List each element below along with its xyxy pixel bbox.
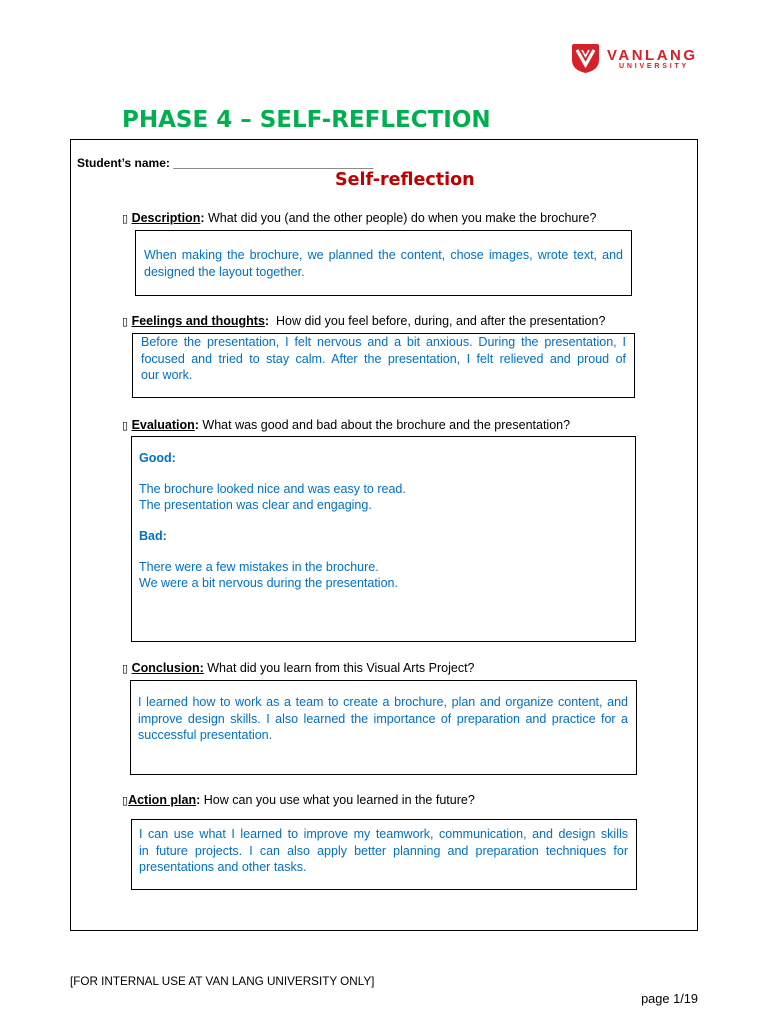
blank-line [139, 467, 628, 483]
answer-line: The brochure looked nice and was easy to read. [139, 482, 406, 497]
answer-line: Before the presentation, I felt nervous and a bit anxious. During the presentation, I [141, 335, 626, 349]
question-text: What did you learn from this Visual Arts Project? [203, 661, 475, 675]
answer-line: our work. [141, 368, 193, 382]
evaluation-question [122, 417, 570, 434]
answer-line: I learned how to work as a team to create a brochure, plan and organize content, and [138, 695, 628, 709]
feelings-answer-box [132, 333, 635, 398]
answer-line: designed the layout together. [144, 264, 305, 279]
answer-line: in future projects. I can also apply better planning and preparation techniques for [139, 843, 628, 858]
good-label: Good: [139, 451, 176, 465]
answer-line: successful presentation. [138, 728, 273, 742]
question-colon: : [200, 211, 205, 225]
bullet-icon: ▯ [122, 419, 132, 432]
answer-line: I can use what I learned to improve my teamwork, communication, and design skills [139, 827, 628, 841]
blank-line [139, 513, 628, 529]
question-text: What was good and bad about the brochure and the presentation? [198, 418, 571, 432]
bullet-icon: ▯ [122, 212, 132, 225]
answer-line: There were a few mistakes in the brochure. [139, 560, 379, 575]
answer-line: The presentation was clear and engaging. [139, 497, 372, 512]
blank-line [139, 545, 628, 561]
question-label: Description [131, 211, 201, 225]
answer-line: When making the brochure, we planned the content, chose images, wrote text, and [144, 248, 623, 262]
answer-line: presentations and other tasks. [139, 860, 307, 874]
bullet-icon: ▯ [122, 662, 132, 675]
question-colon: : [264, 314, 270, 328]
action-plan-question [122, 792, 475, 809]
question-label: Feelings and thoughts [131, 314, 265, 328]
evaluation-answer-box [131, 436, 636, 642]
conclusion-question [122, 660, 475, 677]
logo-subtitle: UNIVERSITY [619, 63, 690, 70]
question-text: What did you (and the other people) do when you make the brochure? [204, 211, 597, 225]
description-answer-box [135, 230, 632, 296]
page-title: PHASE 4 – SELF-REFLECTION [122, 107, 491, 133]
question-text: How did you feel before, during, and after the presentation? [269, 314, 606, 328]
student-name-label: Student’s name: [77, 156, 174, 170]
question-label: Action plan [128, 793, 197, 807]
bullet-icon: ▯ [122, 315, 132, 328]
logo-wordmark: VANLANG [607, 47, 698, 64]
conclusion-answer-box [130, 680, 637, 775]
form-heading: Self-reflection [335, 170, 475, 190]
question-colon: : [194, 418, 199, 432]
vanlang-shield-icon [571, 43, 600, 74]
internal-use-note: [FOR INTERNAL USE AT VAN LANG UNIVERSITY ONLY] [70, 975, 375, 988]
answer-line: We were a bit nervous during the presentation. [139, 575, 398, 590]
feelings-question [122, 313, 605, 330]
description-question [122, 210, 596, 227]
question-colon: : [196, 793, 201, 807]
student-name-blank: ______________________________ [173, 156, 374, 170]
answer-line: improve design skills. I also learned the importance of preparation and practice for a [138, 711, 628, 726]
bullet-icon: ▯ [122, 794, 129, 807]
page-number: page 1/19 [641, 991, 698, 1006]
answer-line: focused and tried to stay calm. After the presentation, I felt relieved and proud of [141, 351, 626, 366]
question-label: Evaluation [131, 418, 195, 432]
student-name-line [77, 156, 373, 170]
question-label: Conclusion: [131, 661, 204, 675]
question-text: How can you use what you learned in the future? [200, 793, 475, 807]
shield-shape [572, 44, 599, 73]
action-plan-answer-box [131, 819, 637, 890]
bad-label: Bad: [139, 528, 167, 543]
